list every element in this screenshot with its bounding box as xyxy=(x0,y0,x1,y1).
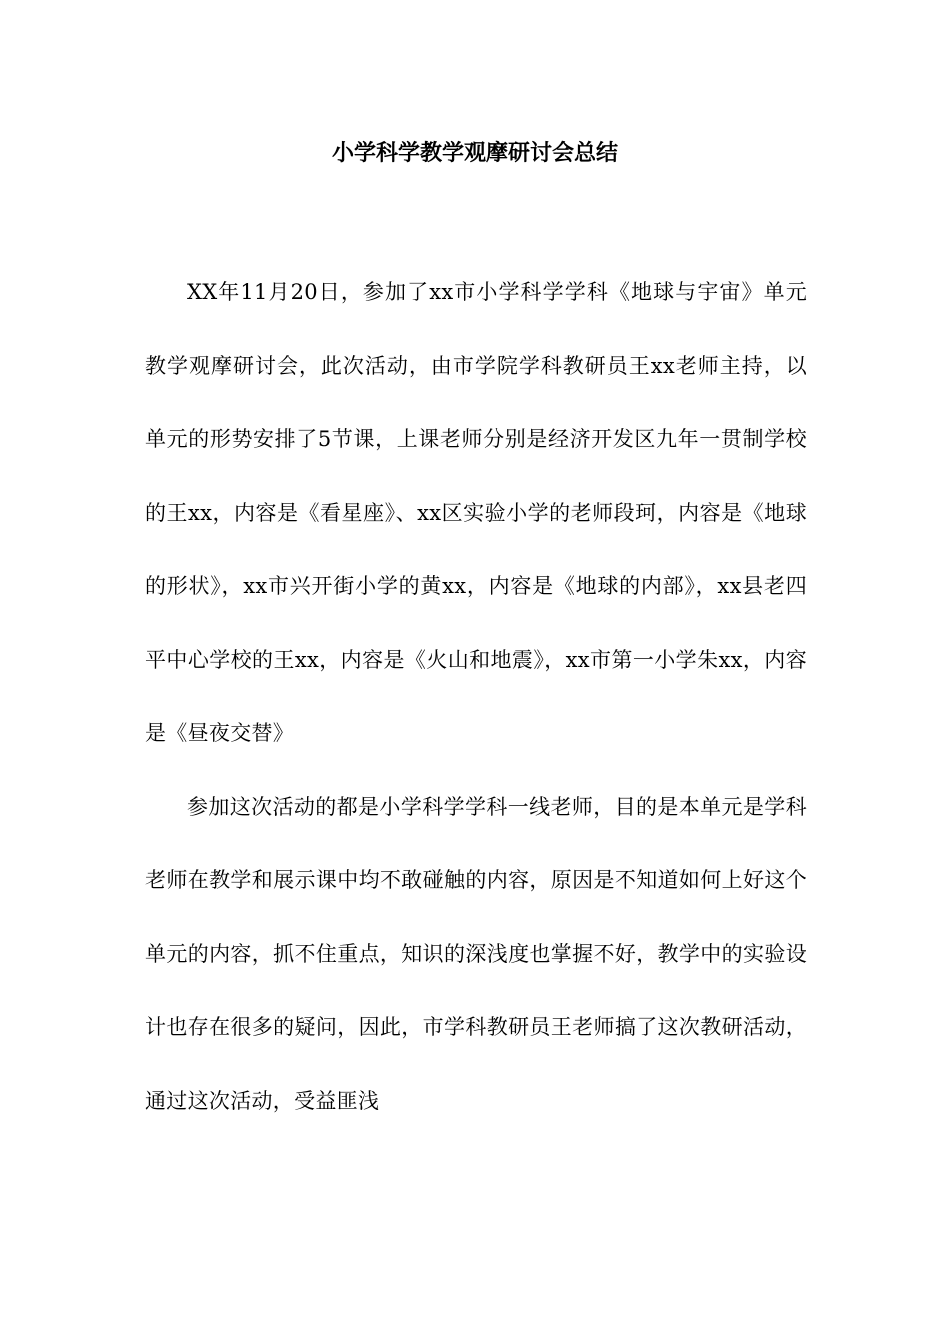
paragraph-2: 参加这次活动的都是小学科学学科一线老师，目的是本单元是学科老师在教学和展示课中均不敢碰触的内容，原因是不知道如何上好这个单元的内容，抓不住重点，知识的深浅度也掌握不好，教学中的实验设计也存在很多的疑问，因此，市学科教研员王老师搞了这次教研活动，通过这次活动，受益匪浅 xyxy=(145,794,807,1113)
document-title: 小学科学教学观摩研讨会总结 xyxy=(331,141,618,166)
paragraph-1: XX年11月20日，参加了xx市小学科学学科《地球与宇宙》单元教学观摩研讨会，此次活动，由市学院学科教研员王xx老师主持，以单元的形势安排了5节课，上课老师分别是经济开发区九年一贯制学校的王xx，内容是《看星座》、xx区实验小学的老师段珂，内容是《地球的形状》，xx市兴开街小学的黄xx，内容是《地球的内部》，xx县老四平中心学校的王xx，内容是《火山和地震》，xx市第一小学朱xx，内容是《昼夜交替》 xyxy=(145,280,807,745)
document-body xyxy=(145,256,807,1138)
